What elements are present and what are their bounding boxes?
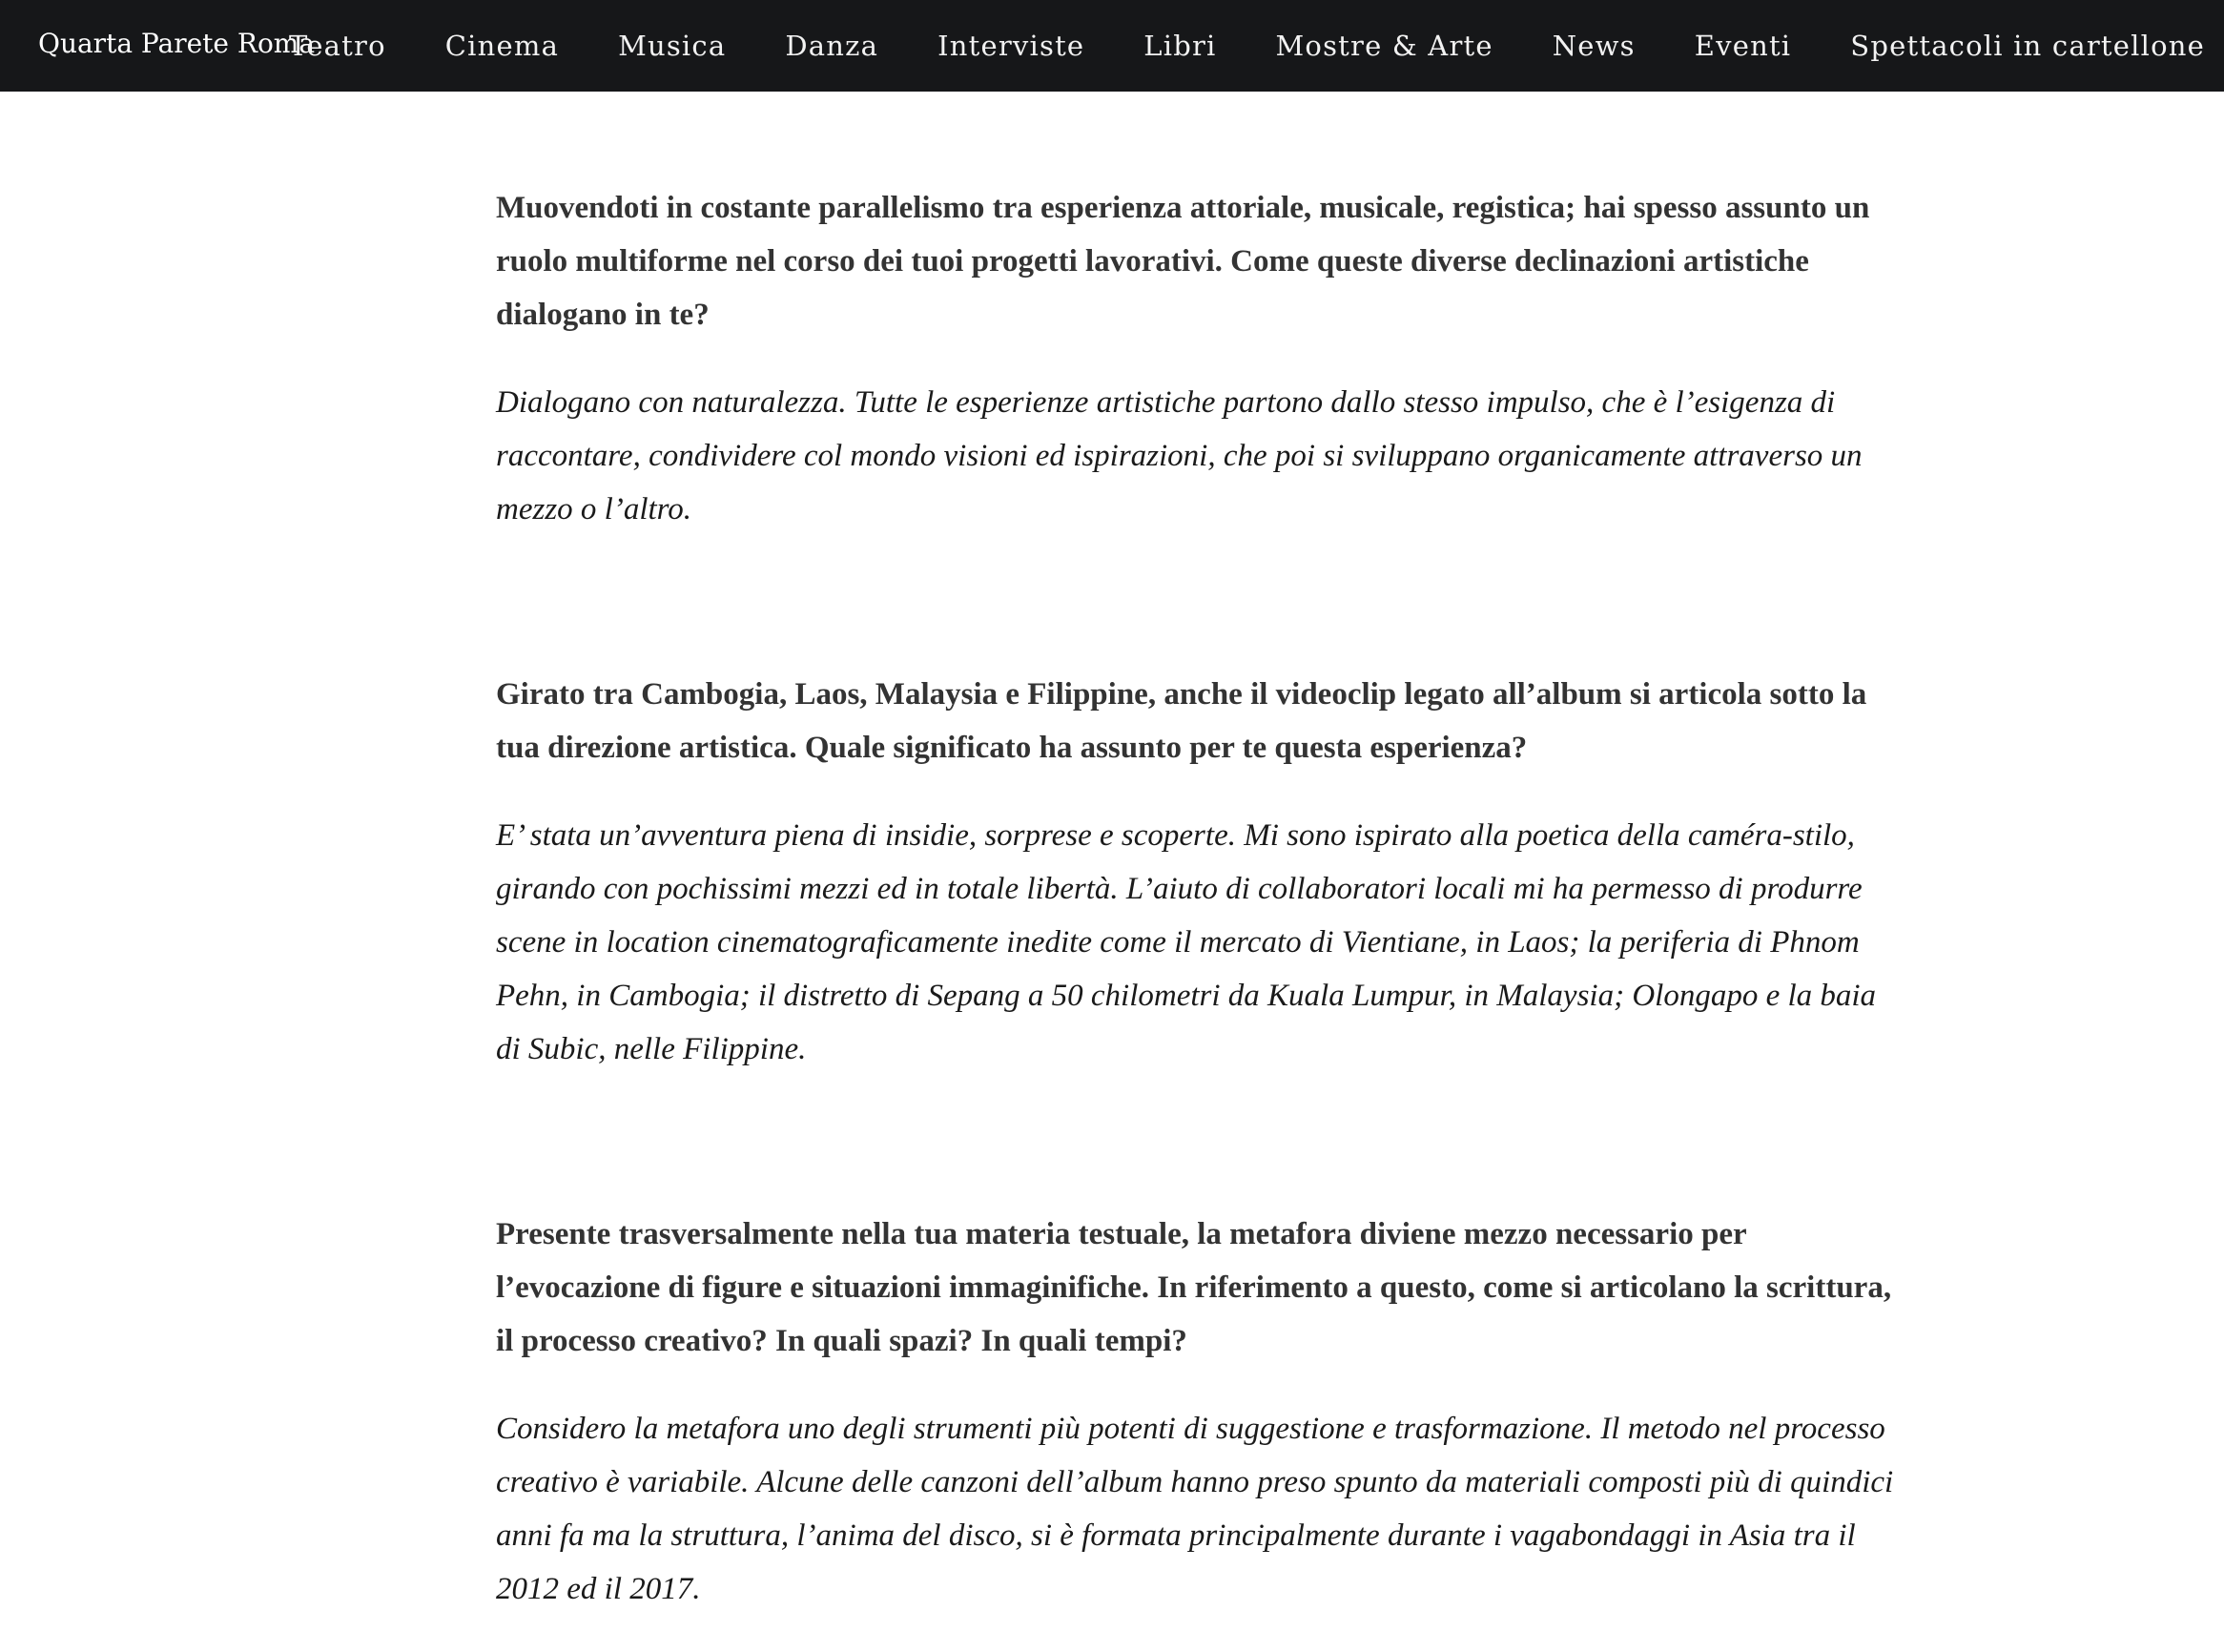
interview-qa-block [496, 181, 1903, 536]
nav-link-spettacoli-in-cartellone[interactable]: Spettacoli in cartellone [1850, 30, 2205, 62]
nav-item [1114, 2, 1246, 90]
main-nav-menu [259, 0, 2205, 92]
interview-answer: Considero la metafora uno degli strumenti più potenti di suggestione e trasformazione. Il metodo nel processo creativo è variabile. Alcune delle canzoni dell’album hanno preso spunto da materiali composti più di quindici anni fa ma la struttura, l’anima del disco, si è formata principalmente durante i vagabondaggi in Asia tra il 2012 ed il 2017. [496, 1412, 1894, 1606]
interview-qa-block [496, 668, 1903, 1076]
nav-link-mostre-arte[interactable]: Mostre & Arte [1275, 30, 1493, 62]
interview-question: Muovendoti in costante parallelismo tra esperienza attoriale, musicale, registica; hai spesso assunto un ruolo multiforme nel corso dei tuoi progetti lavorativi. Come queste diverse declinazioni artistiche dialogano in te? [496, 191, 1870, 332]
interview-answer: E’ stata un’avventura piena di insidie, sorprese e scoperte. Mi sono ispirato alla poetica della caméra-stilo, girando con pochissimi mezzi ed in totale libertà. L’aiuto di collaboratori locali mi ha permesso di produrre scene in location cinematograficamente inedite come il mercato di Vientiane, in Laos; la periferia di Phnom Pehn, in Cambogia; il distretto di Sepang a 50 chilometri da Kuala Lumpur, in Malaysia; Olongapo e la baia di Subic, nelle Filippine. [496, 818, 1877, 1066]
nav-link-interviste[interactable]: Interviste [937, 30, 1085, 62]
interview-answer: Dialogano con naturalezza. Tutte le esperienze artistiche partono dallo stesso impulso, che è l’esigenza di raccontare, condividere col mondo visioni ed ispirazioni, che poi si sviluppano organicamente attraverso un mezzo o l’altro. [496, 385, 1863, 527]
nav-item [1821, 2, 2205, 90]
interview-question: Presente trasversalmente nella tua materia testuale, la metafora diviene mezzo necessario per l’evocazione di figure e situazioni immaginifiche. In riferimento a questo, come si articolano la scrittura, il processo creativo? In quali spazi? In quali tempi? [496, 1217, 1892, 1358]
nav-item [1523, 2, 1665, 90]
nav-link-teatro[interactable]: Teatro [289, 30, 386, 62]
nav-item [908, 2, 1114, 90]
nav-link-news[interactable]: News [1552, 30, 1636, 62]
site-brand-link[interactable]: Quarta Parete Roma [38, 28, 316, 59]
interview-qa-block [496, 1208, 1903, 1616]
nav-link-danza[interactable]: Danza [785, 30, 879, 62]
nav-item [1246, 2, 1523, 90]
nav-link-libri[interactable]: Libri [1143, 30, 1217, 62]
nav-link-eventi[interactable]: Eventi [1694, 30, 1792, 62]
nav-link-cinema[interactable]: Cinema [444, 30, 560, 62]
nav-item [1665, 2, 1822, 90]
nav-item [259, 2, 416, 90]
nav-item [755, 2, 908, 90]
article-body [496, 181, 1903, 1652]
interview-question: Girato tra Cambogia, Laos, Malaysia e Filippine, anche il videoclip legato all’album si articola sotto la tua direzione artistica. Quale significato ha assunto per te questa esperienza? [496, 677, 1867, 765]
nav-item [416, 2, 588, 90]
nav-item [588, 2, 755, 90]
top-navigation-bar [0, 0, 2224, 92]
nav-link-musica[interactable]: Musica [618, 30, 727, 62]
